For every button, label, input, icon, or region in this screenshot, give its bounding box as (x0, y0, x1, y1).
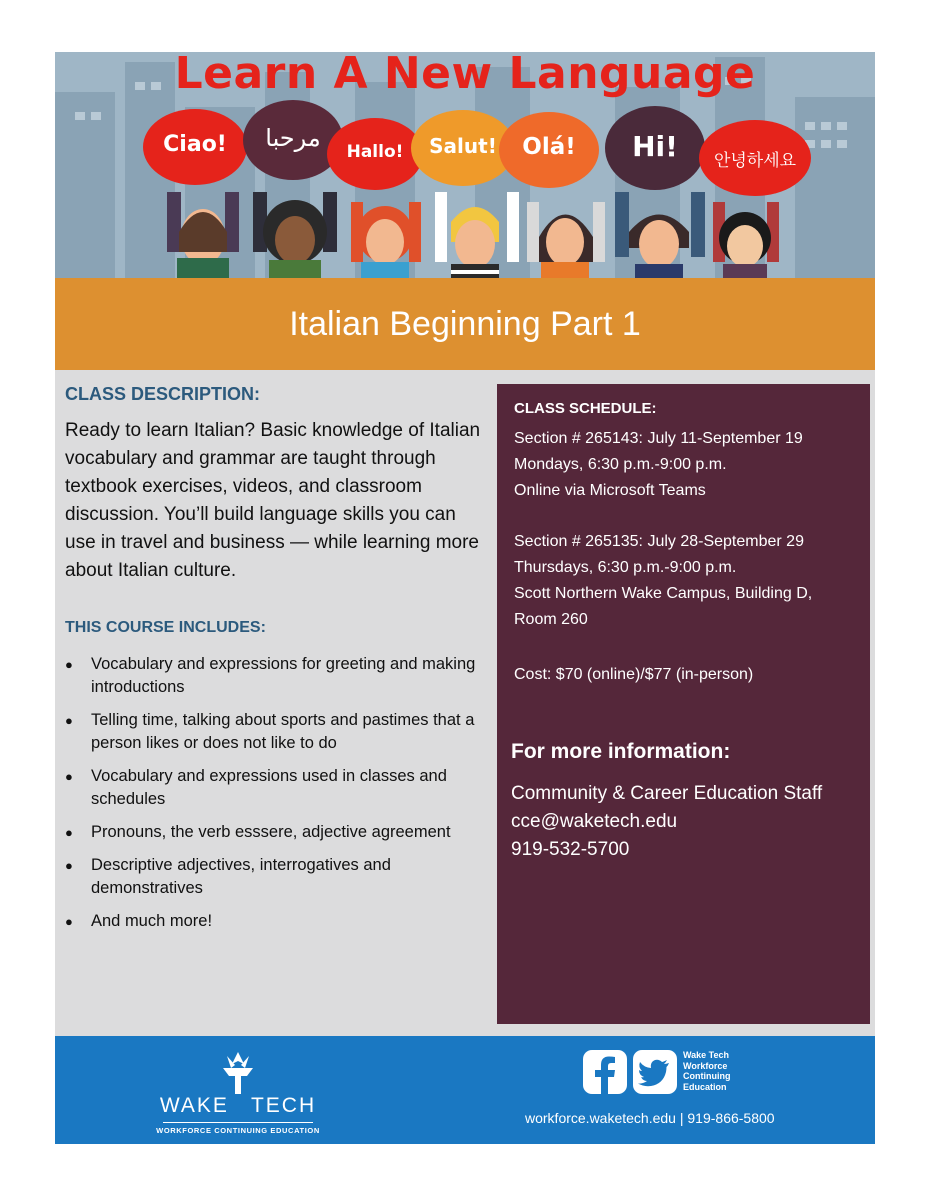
more-info-heading: For more information: (511, 740, 731, 763)
social-label-line: Education (683, 1081, 727, 1092)
twitter-icon[interactable] (633, 1050, 677, 1094)
course-title-band (55, 278, 875, 370)
class-description-heading: CLASS DESCRIPTION: (65, 384, 261, 404)
list-item-text: Vocabulary and expressions used in classes and schedules (91, 767, 447, 808)
social-label-line: Workforce (683, 1060, 728, 1071)
class-description-text: Ready to learn Italian? Basic knowledge of Italian vocabulary and grammar are taught through textbook exercises, videos, and classroom discussion. You’ll build language skills you can use in travel and business — while learning more about Italian culture. (65, 420, 481, 581)
greeting-annyeong: 안녕하세요 (713, 151, 797, 171)
social-label-line: Continuing (683, 1071, 731, 1081)
torch-icon (153, 1048, 323, 1094)
list-item (65, 709, 485, 755)
flyer (55, 52, 875, 1144)
greeting-salut: Salut! (429, 134, 497, 158)
greeting-ciao: Ciao! (163, 132, 227, 157)
content-area (55, 370, 875, 1036)
logo-word-left: WAKE (159, 1094, 229, 1117)
bullet-icon: ● (65, 713, 73, 728)
greeting-hi: Hi! (632, 130, 678, 163)
section-1-dates: Section # 265143: July 11-September 19 (514, 430, 803, 447)
logo-wordmark (153, 1094, 323, 1118)
list-item-text: Pronouns, the verb esssere, adjective agreement (91, 823, 451, 841)
list-item (65, 765, 485, 811)
facebook-icon[interactable] (583, 1050, 627, 1094)
greeting-marhaba: مرحبا (265, 124, 321, 152)
list-item-text: Vocabulary and expressions for greeting and making introductions (91, 655, 476, 696)
contact-info (511, 780, 822, 864)
bullet-icon: ● (65, 657, 73, 672)
social-label (683, 1050, 773, 1092)
contact-staff: Community & Career Education Staff (511, 783, 823, 804)
footer (55, 1036, 875, 1144)
social-label-line: Wake Tech (683, 1050, 730, 1060)
class-schedule-heading: CLASS SCHEDULE: (514, 400, 657, 417)
section-1-time: Mondays, 6:30 p.m.-9:00 p.m. (514, 456, 727, 473)
contact-phone[interactable]: 919-532-5700 (511, 839, 630, 860)
hero-title: Learn A New Language (174, 52, 756, 99)
section-2-time: Thursdays, 6:30 p.m.-9:00 p.m. (514, 559, 737, 576)
greeting-ola: Olá! (522, 134, 576, 160)
section-1-details (514, 426, 803, 504)
list-item-text: Descriptive adjectives, interrogatives and demonstratives (91, 856, 391, 897)
course-title: Italian Beginning Part 1 (289, 304, 641, 343)
bullet-icon: ● (65, 858, 73, 873)
wake-tech-logo (153, 1048, 323, 1138)
course-cost: Cost: $70 (online)/$77 (in-person) (514, 666, 754, 683)
course-includes-list (65, 653, 485, 933)
list-item-text: And much more! (91, 912, 213, 930)
list-item (65, 821, 485, 844)
logo-divider (163, 1122, 313, 1123)
section-1-location: Online via Microsoft Teams (514, 482, 706, 499)
greeting-hallo: Hallo! (346, 142, 404, 162)
description-column (65, 384, 485, 943)
section-2-dates: Section # 265135: July 28-September 29 (514, 533, 804, 550)
bullet-icon: ● (65, 769, 73, 784)
section-2-details (514, 529, 812, 633)
list-item-text: Telling time, talking about sports and pastimes that a person likes or does not like to do (91, 711, 475, 752)
logo-subtitle: WORKFORCE CONTINUING EDUCATION (156, 1126, 320, 1135)
hero-banner (55, 52, 875, 278)
schedule-panel (497, 384, 870, 1024)
list-item (65, 910, 485, 933)
bullet-icon: ● (65, 825, 73, 840)
course-includes-heading: THIS COURSE INCLUDES: (65, 619, 266, 636)
footer-contact[interactable]: workforce.waketech.edu | 919-866-5800 (525, 1110, 775, 1126)
section-2-location: Scott Northern Wake Campus, Building D, (514, 585, 813, 602)
list-item (65, 854, 485, 900)
bullet-icon: ● (65, 914, 73, 929)
list-item (65, 653, 485, 699)
section-2-room: Room 260 (514, 611, 588, 628)
contact-email[interactable]: cce@waketech.edu (511, 811, 678, 832)
logo-word-right: TECH (250, 1094, 317, 1117)
